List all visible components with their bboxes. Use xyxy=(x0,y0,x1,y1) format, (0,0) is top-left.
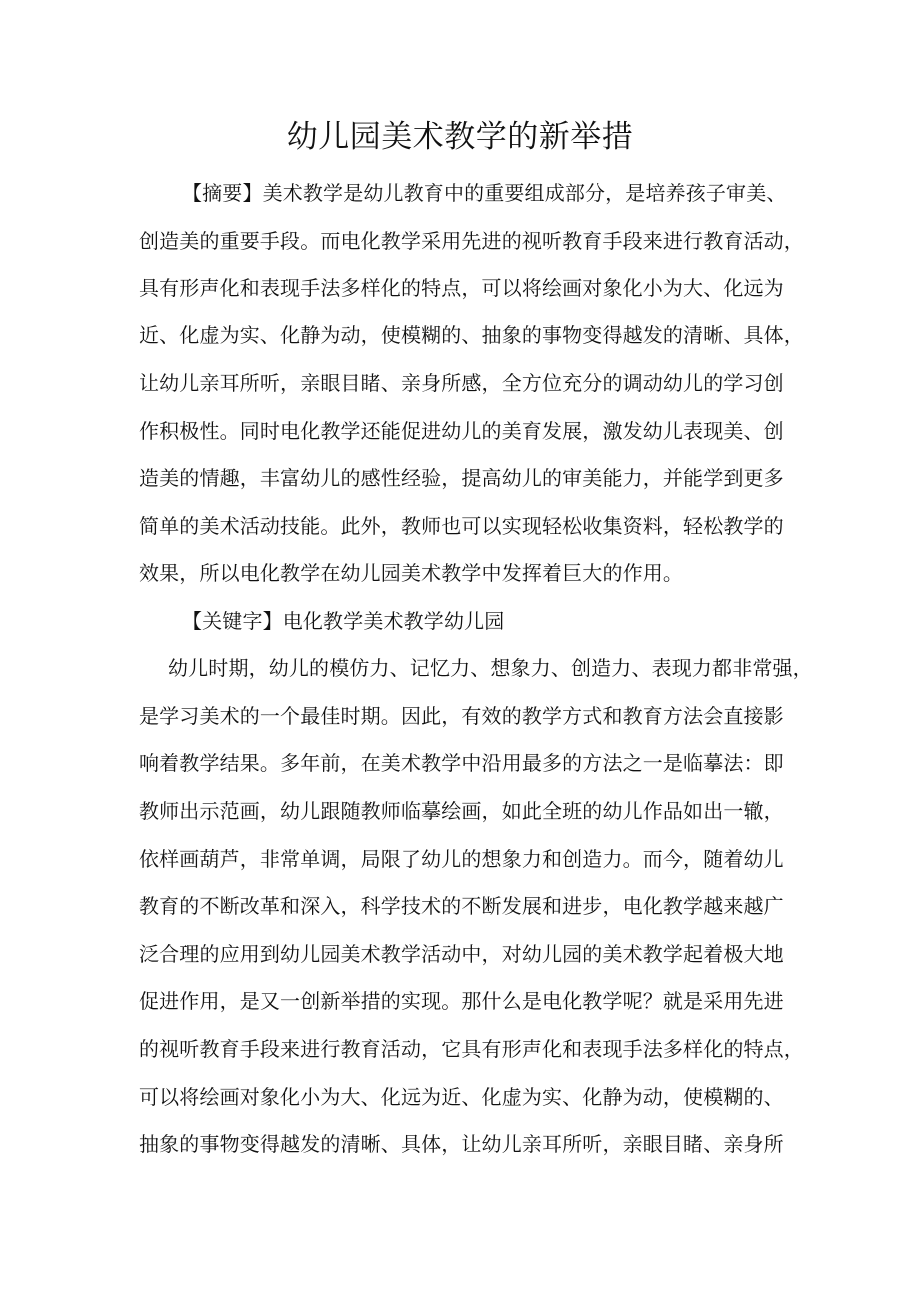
body-line: 可以将绘画对象化小为大、化远为近、化虚为实、化静为动，使模糊的、 xyxy=(139,1085,784,1109)
body-line: 促进作用，是又一创新举措的实现。那什么是电化教学呢？就是采用先进 xyxy=(139,989,784,1013)
keywords-line: 【关键字】电化教学美术教学幼儿园 xyxy=(182,609,505,633)
body-line: 的视听教育手段来进行教育活动，它具有形声化和表现手法多样化的特点， xyxy=(139,1037,804,1061)
abstract-line: 简单的美术活动技能。此外，教师也可以实现轻松收集资料，轻松教学的 xyxy=(139,514,784,538)
document-title: 幼儿园美术教学的新举措 xyxy=(286,119,634,155)
body-line: 教师出示范画，幼儿跟随教师临摹绘画，如此全班的幼儿作品如出一辙， xyxy=(139,799,784,823)
body-line: 是学习美术的一个最佳时期。因此，有效的教学方式和教育方法会直接影 xyxy=(139,704,784,728)
abstract-line: 作积极性。同时电化教学还能促进幼儿的美育发展，激发幼儿表现美、创 xyxy=(139,419,784,443)
abstract-line: 效果，所以电化教学在幼儿园美术教学中发挥着巨大的作用。 xyxy=(139,561,684,585)
abstract-line: 让幼儿亲耳所听，亲眼目睹、亲身所感，全方位充分的调动幼儿的学习创 xyxy=(139,371,784,395)
body-line: 泛合理的应用到幼儿园美术教学活动中，对幼儿园的美术教学起着极大地 xyxy=(139,942,784,966)
abstract-line: 近、化虚为实、化静为动，使模糊的、抽象的事物变得越发的清晰、具体， xyxy=(139,323,804,347)
abstract-line: 创造美的重要手段。而电化教学采用先进的视听教育手段来进行教育活动， xyxy=(139,229,804,253)
body-line: 依样画葫芦，非常单调，局限了幼儿的想象力和创造力。而今，随着幼儿 xyxy=(139,847,784,871)
body-line: 教育的不断改革和深入，科学技术的不断发展和进步，电化教学越来越广 xyxy=(139,894,784,918)
abstract-line: 【摘要】美术教学是幼儿教育中的重要组成部分，是培养孩子审美、 xyxy=(182,181,787,205)
body-line: 抽象的事物变得越发的清晰、具体，让幼儿亲耳所听，亲眼目睹、亲身所 xyxy=(139,1132,784,1156)
abstract-line: 造美的情趣，丰富幼儿的感性经验，提高幼儿的审美能力，并能学到更多 xyxy=(139,466,784,490)
body-line: 响着教学结果。多年前，在美术教学中沿用最多的方法之一是临摹法：即 xyxy=(139,751,784,775)
abstract-line: 具有形声化和表现手法多样化的特点，可以将绘画对象化小为大、化远为 xyxy=(139,276,784,300)
body-line: 幼儿时期，幼儿的模仿力、记忆力、想象力、创造力、表现力都非常强， xyxy=(168,656,813,680)
